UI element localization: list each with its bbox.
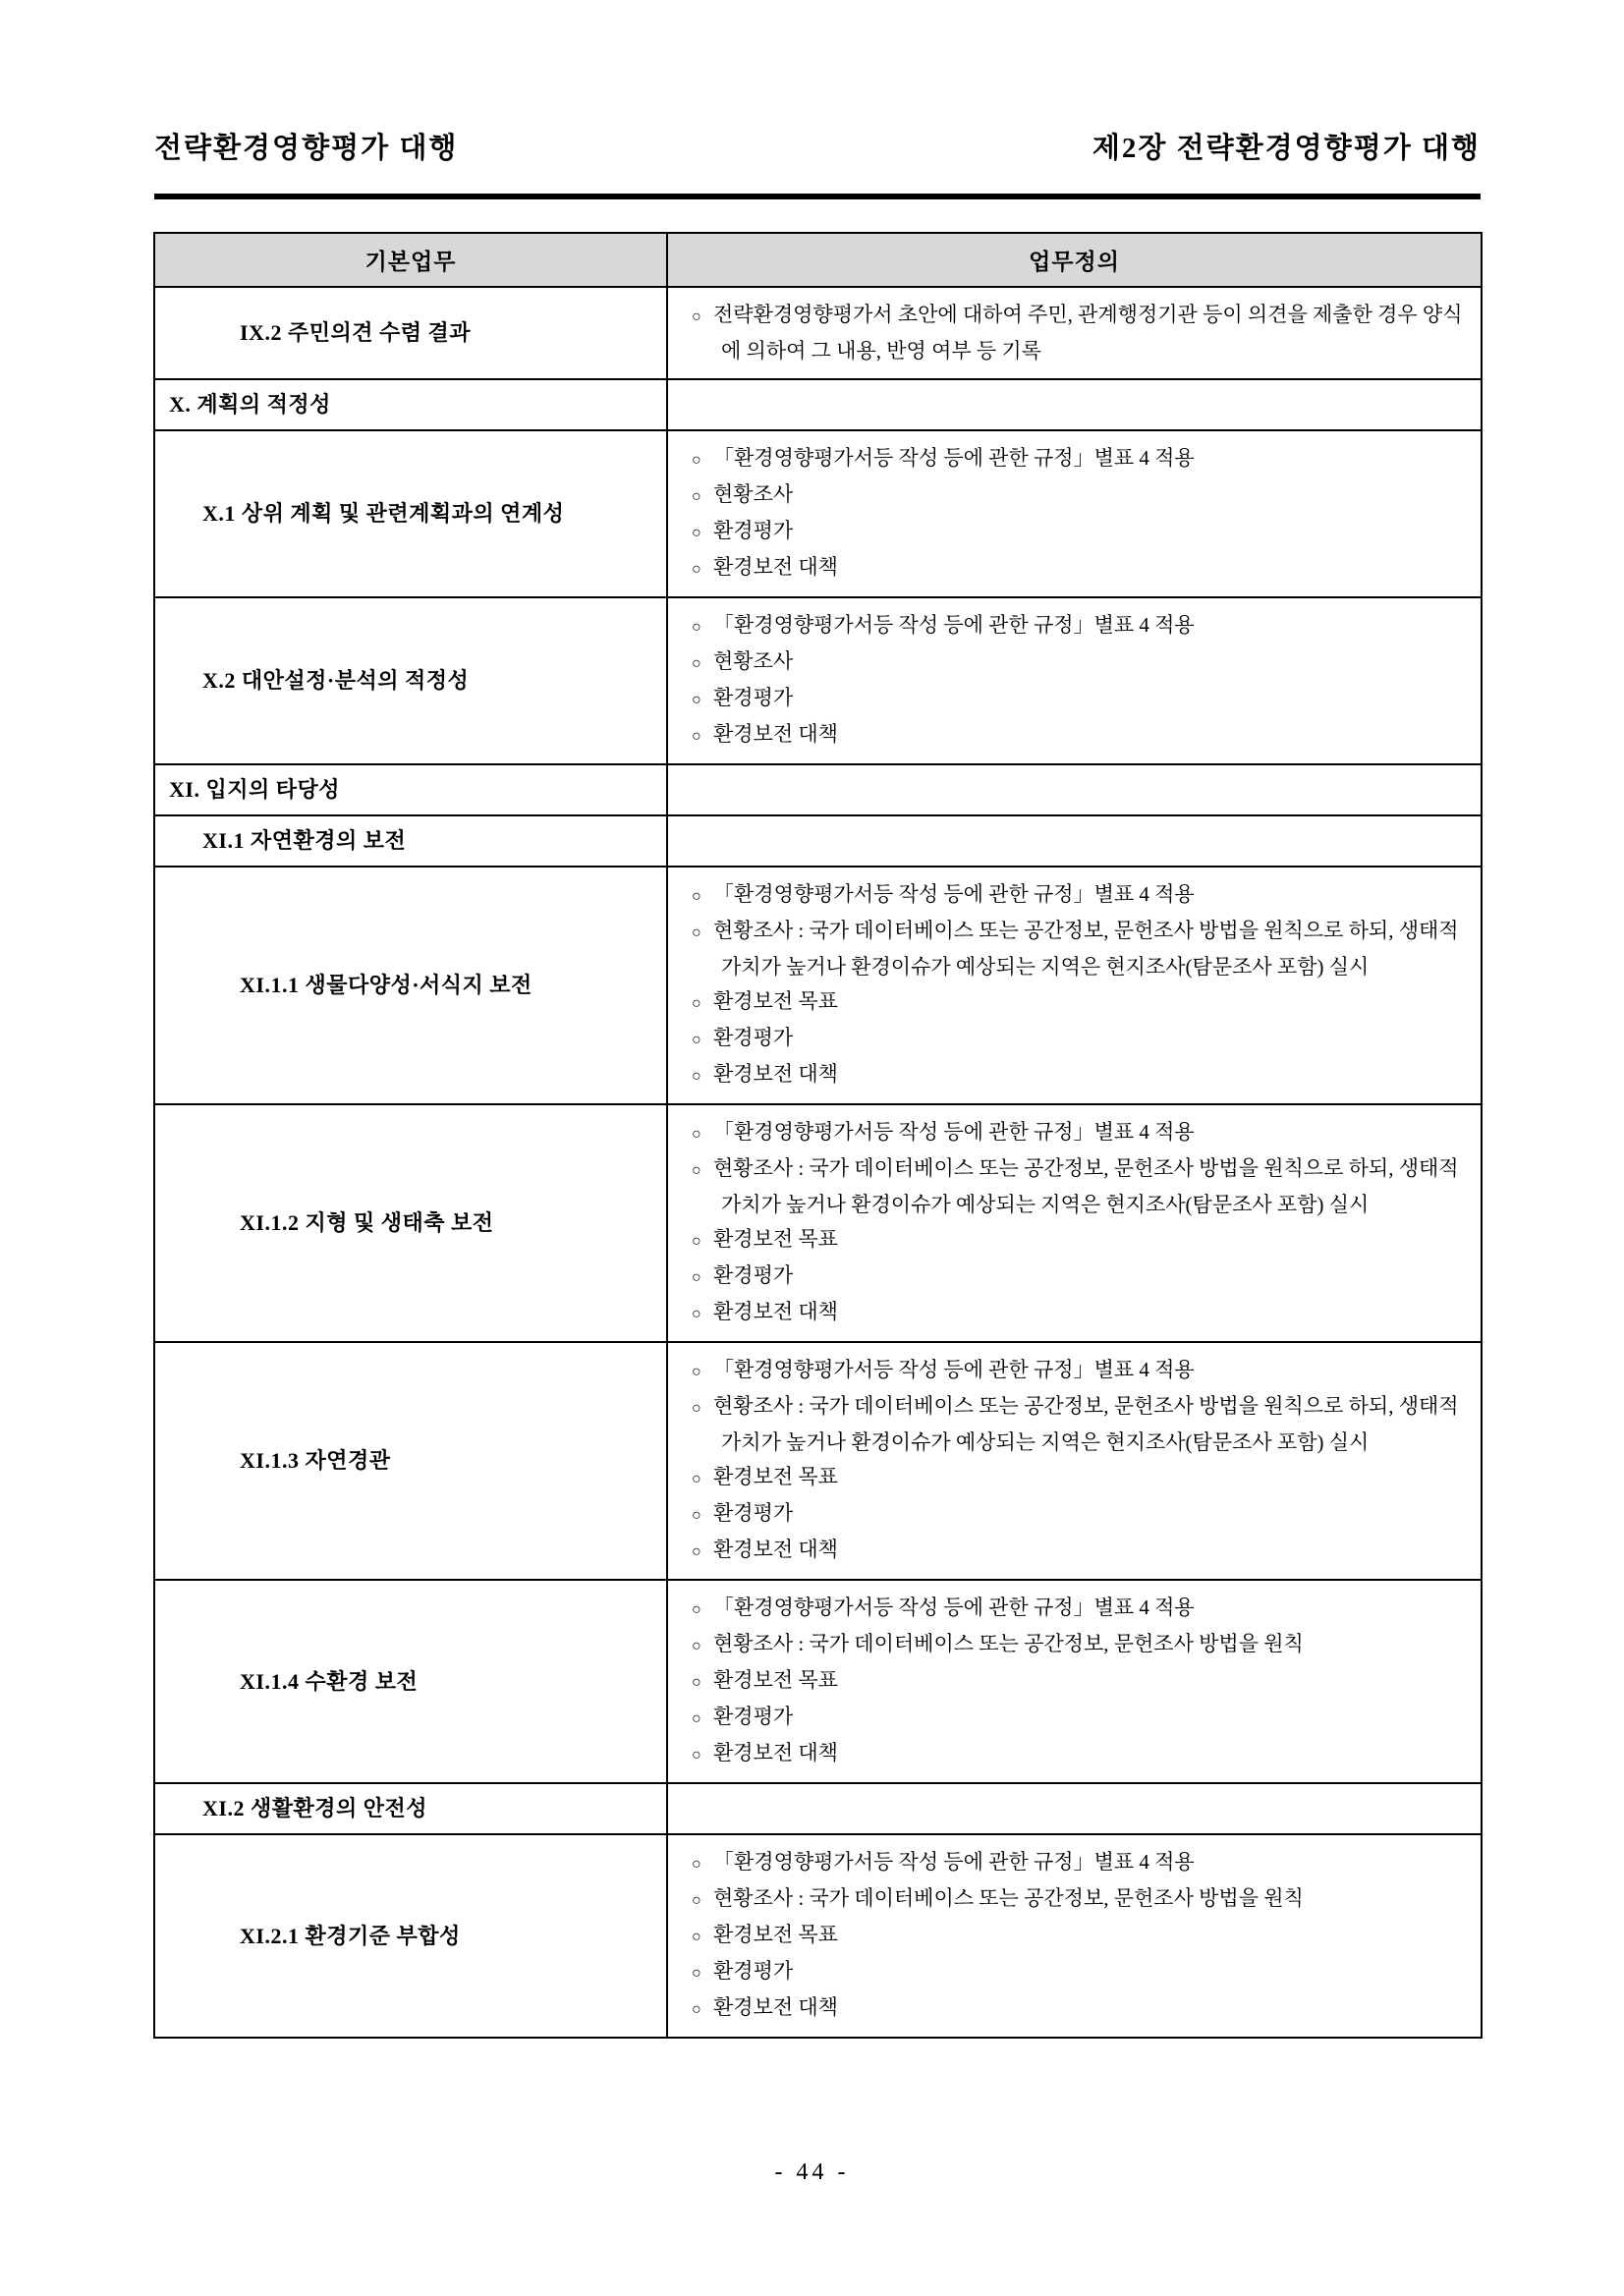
task-name-cell: XI.2.1 환경기준 부합성 xyxy=(154,1834,667,2038)
task-definition-cell xyxy=(667,1783,1482,1834)
circle-bullet-icon: ○ xyxy=(692,655,701,672)
circle-bullet-icon: ○ xyxy=(692,1543,701,1560)
circle-bullet-icon: ○ xyxy=(692,1233,701,1250)
task-name-cell: XI.1.1 생물다양성·서식지 보전 xyxy=(154,867,667,1104)
table-row xyxy=(154,764,1482,815)
circle-bullet-icon: ○ xyxy=(692,924,701,941)
bullet-item: ○ 현황조사 xyxy=(692,477,1465,514)
bullet-item: ○ 현황조사 : 국가 데이터베이스 또는 공간정보, 문헌조사 방법을 원칙으로 하되, 생태적 가치가 높거나 환경이슈가 예상되는 지역은 현지조사(탐문조사 포함) 실시 xyxy=(692,1151,1465,1222)
bullet-item: ○ 환경평가 xyxy=(692,1259,1465,1295)
task-name-cell: XI.1 자연환경의 보전 xyxy=(154,815,667,867)
task-definition-cell xyxy=(667,867,1482,1104)
table-row xyxy=(154,815,1482,867)
bullet-item: ○ 환경보전 목표 xyxy=(692,1460,1465,1496)
task-definition-cell xyxy=(667,430,1482,597)
circle-bullet-icon: ○ xyxy=(692,452,701,469)
circle-bullet-icon: ○ xyxy=(692,1929,701,1945)
column-header-task-definition: 업무정의 xyxy=(667,233,1482,287)
circle-bullet-icon: ○ xyxy=(692,619,701,636)
bullet-item: ○ 환경평가 xyxy=(692,514,1465,550)
task-name-cell: X.2 대안설정·분석의 적정성 xyxy=(154,597,667,764)
bullet-item: ○ 환경평가 xyxy=(692,1954,1465,1990)
bullet-item: ○ 「환경영향평가서등 작성 등에 관한 규정」별표 4 적용 xyxy=(692,1845,1465,1881)
bullet-item: ○ 환경보전 목표 xyxy=(692,1663,1465,1700)
bullet-item: ○ 「환경영향평가서등 작성 등에 관한 규정」별표 4 적용 xyxy=(692,877,1465,914)
task-name-cell: X.1 상위 계획 및 관련계획과의 연계성 xyxy=(154,430,667,597)
circle-bullet-icon: ○ xyxy=(692,1856,701,1873)
bullet-item: ○ 환경평가 xyxy=(692,681,1465,717)
circle-bullet-icon: ○ xyxy=(692,1471,701,1487)
bullet-item: ○ 환경보전 대책 xyxy=(692,717,1465,754)
bullet-item: ○ 「환경영향평가서등 작성 등에 관한 규정」별표 4 적용 xyxy=(692,441,1465,477)
circle-bullet-icon: ○ xyxy=(692,995,701,1012)
bullet-item: ○ 환경보전 대책 xyxy=(692,1736,1465,1772)
page-number: - 44 - xyxy=(774,2159,850,2185)
table-header-row xyxy=(154,233,1482,287)
task-table xyxy=(153,232,1483,2039)
bullet-item: ○ 「환경영향평가서등 작성 등에 관한 규정」별표 4 적용 xyxy=(692,608,1465,644)
task-definition-cell xyxy=(667,1342,1482,1580)
bullet-item: ○ 현황조사 : 국가 데이터베이스 또는 공간정보, 문헌조사 방법을 원칙 xyxy=(692,1627,1465,1663)
bullet-item: ○ 환경보전 목표 xyxy=(692,1222,1465,1259)
page-header xyxy=(154,126,1481,166)
task-definition-cell xyxy=(667,815,1482,867)
bullet-item: ○ 환경보전 대책 xyxy=(692,1990,1465,2027)
circle-bullet-icon: ○ xyxy=(692,1965,701,1982)
circle-bullet-icon: ○ xyxy=(692,1710,701,1727)
circle-bullet-icon: ○ xyxy=(692,1674,701,1691)
circle-bullet-icon: ○ xyxy=(692,1747,701,1764)
task-name-cell: XI. 입지의 타당성 xyxy=(154,764,667,815)
circle-bullet-icon: ○ xyxy=(692,1507,701,1524)
circle-bullet-icon: ○ xyxy=(692,692,701,708)
bullet-item: ○ 환경보전 목표 xyxy=(692,1918,1465,1954)
circle-bullet-icon: ○ xyxy=(692,1269,701,1286)
task-definition-cell xyxy=(667,1104,1482,1342)
table-row xyxy=(154,379,1482,430)
header-divider xyxy=(154,194,1481,199)
circle-bullet-icon: ○ xyxy=(692,1306,701,1322)
table-row xyxy=(154,1783,1482,1834)
table-row xyxy=(154,430,1482,597)
circle-bullet-icon: ○ xyxy=(692,308,701,325)
circle-bullet-icon: ○ xyxy=(692,561,701,578)
circle-bullet-icon: ○ xyxy=(692,888,701,905)
task-name-cell: XI.1.3 자연경관 xyxy=(154,1342,667,1580)
table-row xyxy=(154,1104,1482,1342)
bullet-item: ○ 환경보전 대책 xyxy=(692,1057,1465,1093)
task-table-body xyxy=(154,287,1482,2038)
circle-bullet-icon: ○ xyxy=(692,1032,701,1048)
column-header-basic-task: 기본업무 xyxy=(154,233,667,287)
task-name-cell: XI.1.4 수환경 보전 xyxy=(154,1580,667,1783)
circle-bullet-icon: ○ xyxy=(692,488,701,505)
bullet-item: ○ 현황조사 xyxy=(692,644,1465,681)
bullet-item: ○ 환경보전 대책 xyxy=(692,550,1465,587)
table-row xyxy=(154,597,1482,764)
bullet-item: ○ 현황조사 : 국가 데이터베이스 또는 공간정보, 문헌조사 방법을 원칙으로 하되, 생태적 가치가 높거나 환경이슈가 예상되는 지역은 현지조사(탐문조사 포함) 실시 xyxy=(692,1389,1465,1460)
task-definition-cell xyxy=(667,1834,1482,2038)
bullet-item: ○ 환경평가 xyxy=(692,1021,1465,1057)
running-head-left: 전략환경영향평가 대행 xyxy=(154,133,459,164)
bullet-item: ○ 「환경영향평가서등 작성 등에 관한 규정」별표 4 적용 xyxy=(692,1115,1465,1151)
circle-bullet-icon: ○ xyxy=(692,1892,701,1909)
task-definition-cell xyxy=(667,287,1482,379)
task-definition-cell xyxy=(667,597,1482,764)
running-head-right: 제2장 전략환경영향평가 대행 xyxy=(1092,133,1481,164)
bullet-item: ○ 환경보전 목표 xyxy=(692,984,1465,1021)
bullet-item: ○ 환경보전 대책 xyxy=(692,1533,1465,1569)
bullet-item: ○ 환경보전 대책 xyxy=(692,1295,1465,1331)
bullet-item: ○ 「환경영향평가서등 작성 등에 관한 규정」별표 4 적용 xyxy=(692,1353,1465,1389)
bullet-item: ○ 전략환경영향평가서 초안에 대하여 주민, 관계행정기관 등이 의견을 제출한 경우 양식에 의하여 그 내용, 반영 여부 등 기록 xyxy=(692,298,1465,368)
table-row xyxy=(154,287,1482,379)
task-definition-cell xyxy=(667,764,1482,815)
task-name-cell: XI.1.2 지형 및 생태축 보전 xyxy=(154,1104,667,1342)
task-name-cell: X. 계획의 적정성 xyxy=(154,379,667,430)
circle-bullet-icon: ○ xyxy=(692,1364,701,1380)
task-definition-cell xyxy=(667,1580,1482,1783)
task-name-cell: IX.2 주민의견 수렴 결과 xyxy=(154,287,667,379)
circle-bullet-icon: ○ xyxy=(692,1400,701,1417)
circle-bullet-icon: ○ xyxy=(692,1068,701,1085)
table-row xyxy=(154,1342,1482,1580)
circle-bullet-icon: ○ xyxy=(692,525,701,541)
circle-bullet-icon: ○ xyxy=(692,2001,701,2018)
circle-bullet-icon: ○ xyxy=(692,1126,701,1143)
task-name-cell: XI.2 생활환경의 안전성 xyxy=(154,1783,667,1834)
circle-bullet-icon: ○ xyxy=(692,1601,701,1618)
bullet-item: ○ 「환경영향평가서등 작성 등에 관한 규정」별표 4 적용 xyxy=(692,1591,1465,1627)
table-row xyxy=(154,1580,1482,1783)
table-row xyxy=(154,1834,1482,2038)
bullet-item: ○ 현황조사 : 국가 데이터베이스 또는 공간정보, 문헌조사 방법을 원칙으로 하되, 생태적 가치가 높거나 환경이슈가 예상되는 지역은 현지조사(탐문조사 포함) 실시 xyxy=(692,914,1465,984)
bullet-item: ○ 환경평가 xyxy=(692,1700,1465,1736)
circle-bullet-icon: ○ xyxy=(692,1162,701,1179)
bullet-item: ○ 환경평가 xyxy=(692,1496,1465,1533)
circle-bullet-icon: ○ xyxy=(692,1638,701,1654)
table-row xyxy=(154,867,1482,1104)
circle-bullet-icon: ○ xyxy=(692,728,701,745)
bullet-item: ○ 현황조사 : 국가 데이터베이스 또는 공간정보, 문헌조사 방법을 원칙 xyxy=(692,1881,1465,1918)
task-definition-cell xyxy=(667,379,1482,430)
